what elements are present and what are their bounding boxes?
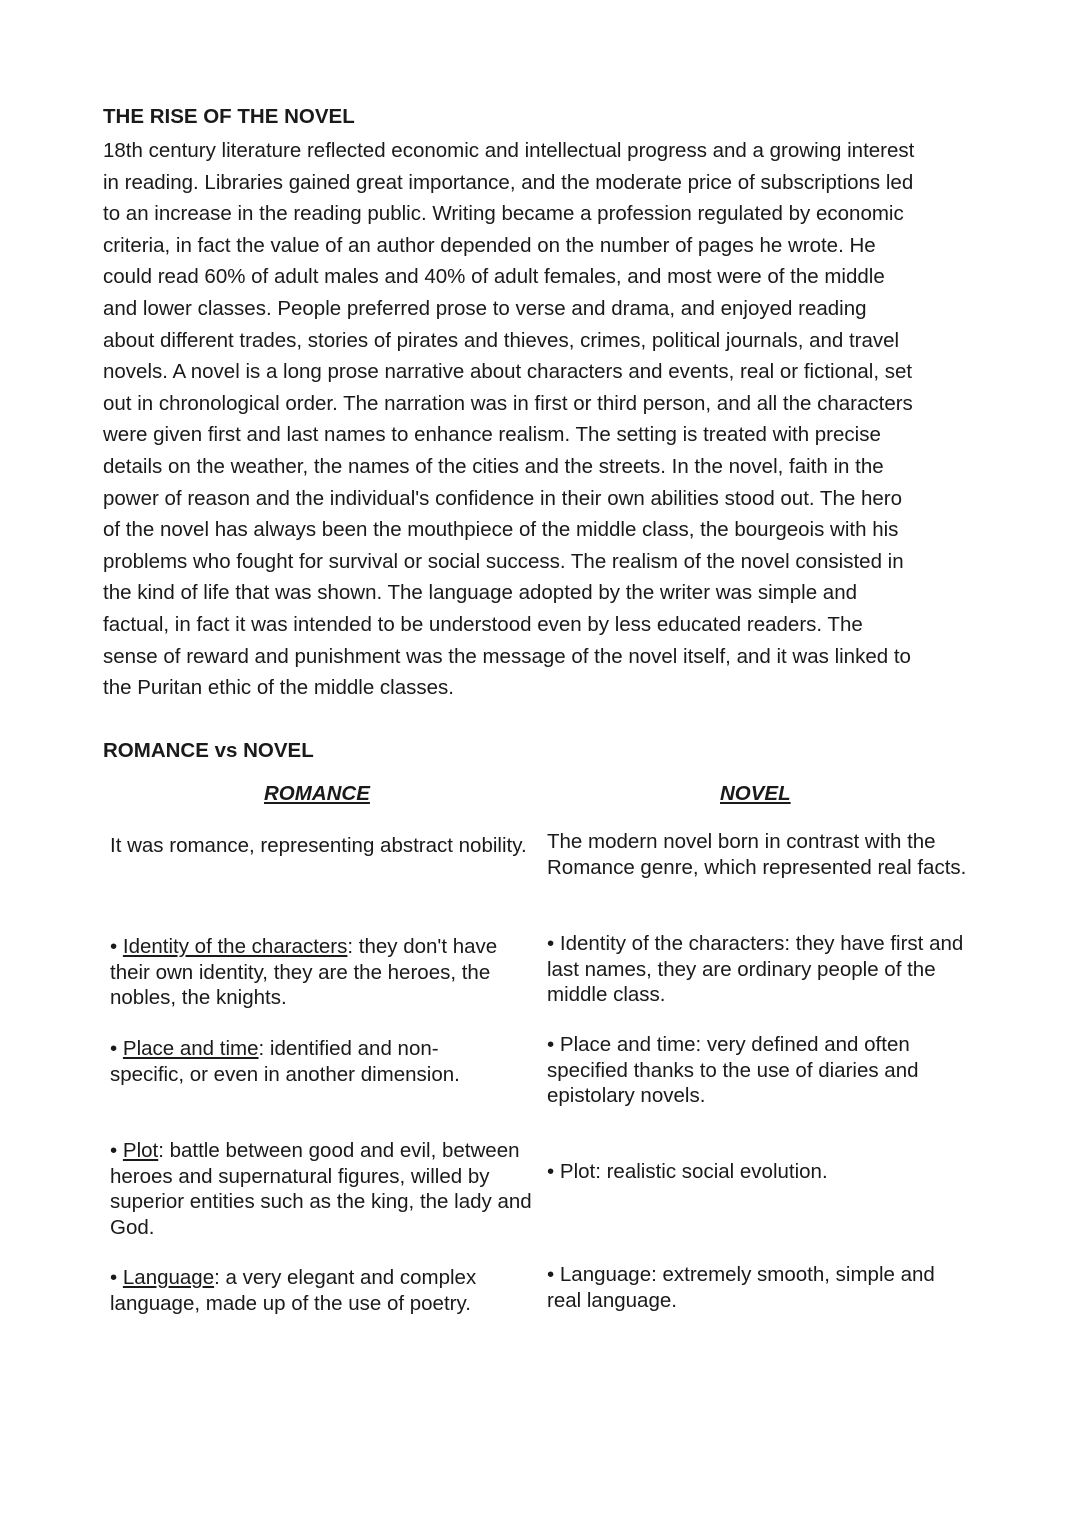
paragraph-line: the kind of life that was shown. The language adopted by the writer was simple and [103, 581, 858, 605]
romance-plot-text: : battle between good and evil, between heroes and supernatural figures, willed by superior entities such as the king, the lady and God. [110, 1139, 532, 1239]
romance-intro: It was romance, representing abstract nobility. [110, 834, 527, 857]
novel-language [547, 1262, 972, 1313]
rise-paragraph [103, 135, 988, 704]
bullet: • [110, 935, 118, 958]
paragraph-line: and lower classes. People preferred prose to verse and drama, and enjoyed reading [103, 296, 867, 320]
paragraph-line: out in chronological order. The narration was in first or third person, and all the characters [103, 391, 913, 415]
novel-intro: The modern novel born in contrast with the Romance genre, which represented real facts. [547, 830, 967, 879]
paragraph-line: problems who fought for survival or social success. The realism of the novel consisted in [103, 549, 904, 573]
paragraph-line: of the novel has always been the mouthpiece of the middle class, the bourgeois with his [103, 518, 899, 542]
paragraph-line: about different trades, stories of pirates and thieves, crimes, political journals, and travel [103, 328, 900, 352]
paragraph-line: could read 60% of adult males and 40% of adult females, and most were of the middle [103, 265, 885, 289]
paragraph-line: in reading. Libraries gained great importance, and the moderate price of subscriptions led [103, 170, 914, 194]
romance-place [110, 1036, 510, 1087]
romance-language-text: : a very elegant and complex language, made up of the use of poetry. [110, 1266, 477, 1315]
paragraph-line: criteria, in fact the value of an author depended on the number of pages he wrote. He [103, 233, 876, 257]
romance-plot-label: Plot [122, 1139, 159, 1162]
romance-language [110, 1265, 520, 1316]
romance-language-label: Language [122, 1266, 215, 1289]
paragraph-line: sense of reward and punishment was the message of the novel itself, and it was linked to [103, 644, 911, 668]
paragraph-line: factual, in fact it was intended to be understood even by less educated readers. The [103, 612, 863, 636]
bullet: • [547, 1160, 555, 1183]
romance-place-text: : identified and non-specific, or even in another dimension. [110, 1037, 460, 1086]
section-title-romance-vs-novel: ROMANCE vs NOVEL [103, 739, 314, 762]
romance-identity-label: Identity of the characters [122, 935, 348, 958]
bullet: • [110, 1139, 118, 1162]
paragraph-line: details on the weather, the names of the cities and the streets. In the novel, faith in the [103, 454, 884, 478]
romance-identity [110, 934, 542, 1011]
romance-identity-text: : they don't have their own identity, they are the heroes, the nobles, the knights. [110, 935, 498, 1009]
novel-plot-text: Plot: realistic social evolution. [559, 1160, 828, 1183]
romance-plot [110, 1138, 540, 1240]
column-header-romance: ROMANCE [264, 782, 370, 805]
bullet: • [547, 1263, 555, 1286]
column-header-novel: NOVEL [720, 782, 791, 805]
paragraph-line: were given first and last names to enhance realism. The setting is treated with precise [103, 423, 881, 447]
bullet: • [547, 932, 555, 955]
bullet: • [110, 1037, 118, 1060]
romance-place-label: Place and time [122, 1037, 259, 1060]
novel-place [547, 1032, 957, 1109]
paragraph-line: novels. A novel is a long prose narrative about characters and events, real or fictional, set [103, 360, 913, 384]
paragraph-line: to an increase in the reading public. Writing became a profession regulated by economic [103, 202, 904, 226]
bullet: • [110, 1266, 118, 1289]
novel-identity-text: Identity of the characters: they have first and last names, they are ordinary people of the middle class. [547, 932, 964, 1006]
novel-plot [547, 1159, 977, 1185]
bullet: • [547, 1033, 555, 1056]
paragraph-line: 18th century literature reflected economic and intellectual progress and a growing interest [103, 139, 915, 162]
paragraph-line: the Puritan ethic of the middle classes. [103, 676, 454, 700]
section-title-rise-of-novel: THE RISE OF THE NOVEL [103, 105, 355, 128]
novel-identity [547, 931, 977, 1008]
paragraph-line: power of reason and the individual's confidence in their own abilities stood out. The hero [103, 486, 902, 510]
novel-place-text: Place and time: very defined and often specified thanks to the use of diaries and epistolary novels. [547, 1033, 919, 1107]
novel-language-text: Language: extremely smooth, simple and real language. [547, 1263, 935, 1312]
